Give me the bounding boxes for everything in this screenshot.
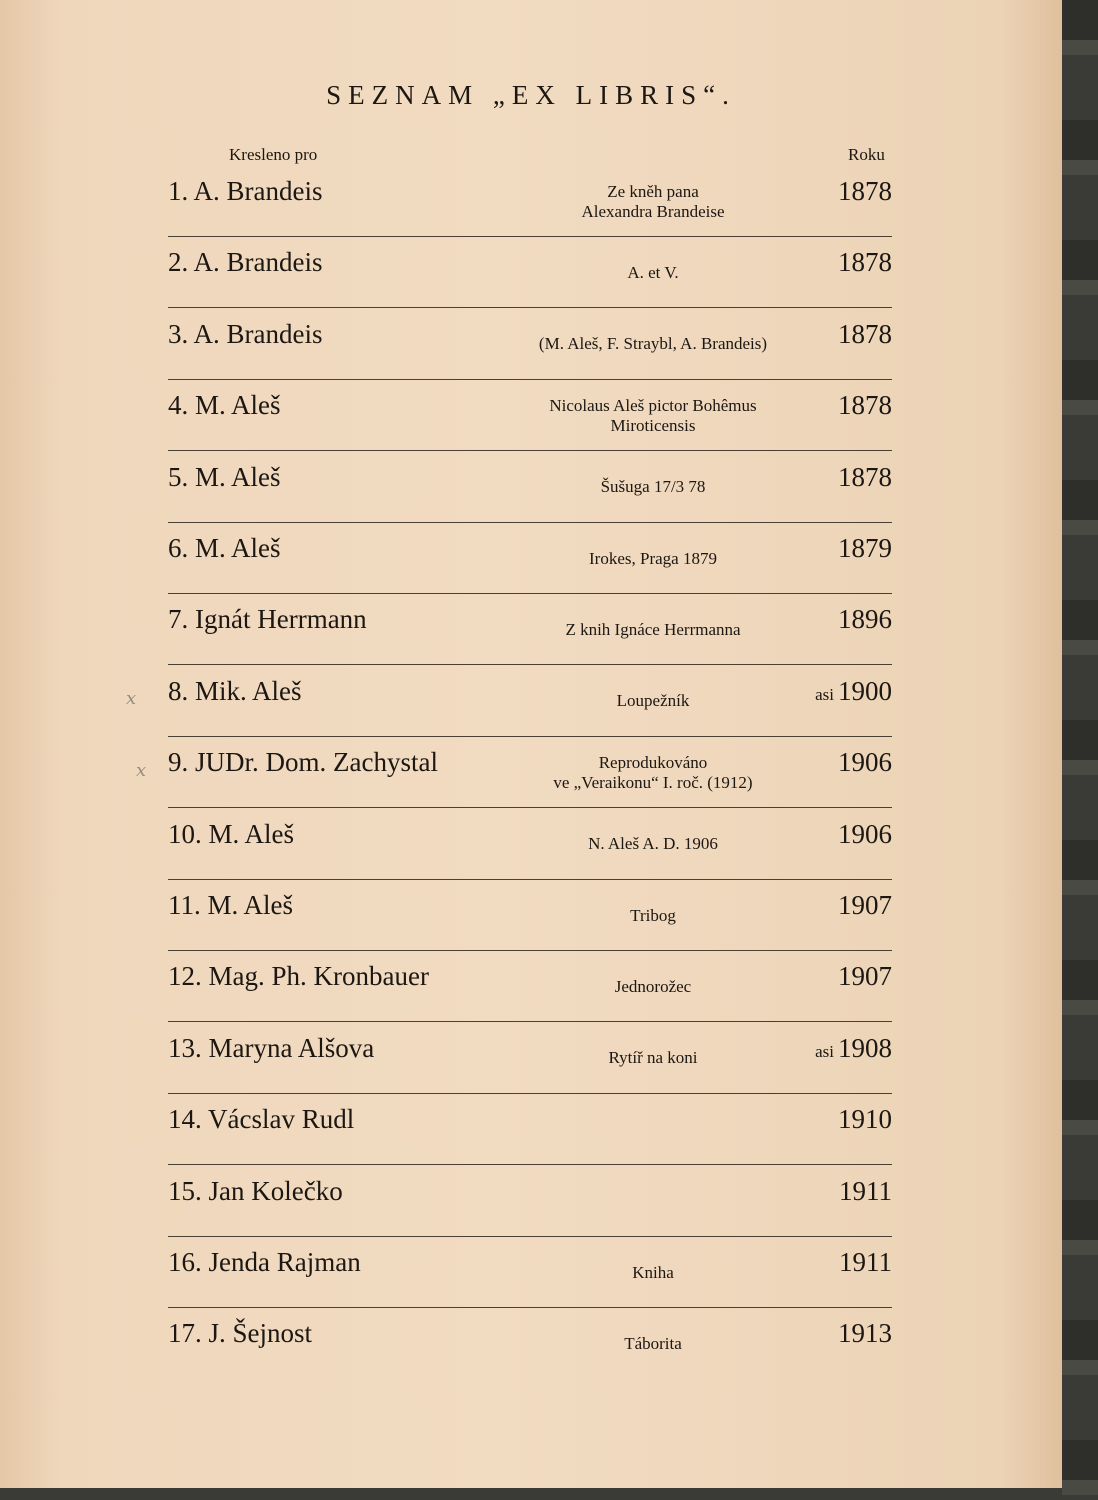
owner-name: 7. Ignát Herrmann	[168, 604, 367, 635]
year-approx-prefix: asi	[815, 1041, 834, 1061]
owner-name: 14. Vácslav Rudl	[168, 1104, 355, 1135]
year	[838, 604, 892, 635]
list-item	[168, 452, 892, 523]
list-item	[168, 594, 892, 665]
inscription-line: Rytíř na koni	[608, 1048, 698, 1068]
inscription-line: Kniha	[632, 1262, 674, 1282]
inscription-line: A. et V.	[627, 262, 679, 282]
year-value: 1878	[838, 318, 892, 349]
owner-name: 9. JUDr. Dom. Zachystal	[168, 747, 438, 778]
year-value: 1879	[838, 533, 892, 563]
inscription-line: Z knih Ignáce Herrmanna	[565, 619, 741, 639]
year	[839, 1247, 892, 1278]
owner-name: 5. M. Aleš	[168, 461, 281, 492]
owner-name: 8. Mik. Aleš	[168, 675, 302, 706]
year-value: 1900	[838, 675, 892, 706]
pencil-mark: x	[126, 688, 137, 709]
year-value: 1878	[838, 176, 892, 206]
bookplate-inscription	[478, 666, 828, 737]
bookplate-inscription	[478, 594, 828, 665]
owner-name: 11. M. Aleš	[168, 890, 294, 920]
bookplate-inscription	[478, 1023, 828, 1094]
inscription-line: N. Aleš A. D. 1906	[588, 834, 718, 854]
year-value: 1907	[838, 961, 892, 992]
list-item	[168, 309, 892, 380]
list-item	[168, 237, 892, 308]
page-edge	[0, 1488, 1062, 1500]
list-item	[168, 1094, 892, 1165]
year	[815, 676, 892, 707]
owner-name: 1. A. Brandeis	[168, 176, 323, 206]
year	[838, 462, 892, 493]
bookplate-inscription	[478, 237, 828, 308]
year-value: 1878	[838, 461, 892, 492]
owner-name: 17. J. Šejnost	[168, 1318, 313, 1349]
inscription-line: Alexandra Brandeise	[581, 201, 725, 221]
inscription-line: Jednorožec	[614, 976, 692, 996]
bookplate-inscription	[478, 309, 828, 380]
inscription-line: Šušuga 17/3 78	[600, 477, 706, 497]
list-item	[168, 1237, 892, 1308]
list-item	[168, 166, 892, 237]
year	[815, 1033, 892, 1064]
bookplate-inscription	[478, 809, 828, 880]
inscription-line: Ze kněh pana	[607, 181, 699, 201]
list-item	[168, 951, 892, 1022]
year	[838, 390, 892, 421]
inscription-line: Nicolaus Aleš pictor Bohêmus	[549, 395, 757, 415]
year	[838, 533, 892, 564]
inscription-line: (M. Aleš, F. Straybl, A. Brandeis)	[538, 334, 768, 354]
year-value: 1908	[838, 1032, 892, 1063]
inscription-line: Irokes, Praga 1879	[589, 548, 717, 568]
bookplate-inscription	[478, 880, 828, 951]
list-item	[168, 880, 892, 951]
year-value: 1906	[838, 747, 892, 778]
list-item	[168, 523, 892, 594]
bookplate-inscription	[478, 380, 828, 451]
owner-name: 16. Jenda Rajman	[168, 1247, 361, 1277]
owner-name: 15. Jan Kolečko	[168, 1175, 343, 1206]
list-item	[168, 1308, 892, 1379]
bookplate-inscription	[478, 737, 828, 808]
year	[838, 1318, 892, 1349]
year-approx-prefix: asi	[815, 684, 834, 704]
owner-name: 10. M. Aleš	[168, 818, 295, 849]
year	[838, 890, 892, 921]
bookplate-inscription	[478, 1094, 828, 1165]
year-value: 1910	[838, 1104, 892, 1135]
year	[839, 1176, 892, 1207]
year-value: 1878	[838, 390, 892, 421]
inscription-line: Tribog	[630, 905, 676, 925]
inscription-line: Miroticensis	[610, 415, 696, 435]
inscription-line: Loupežník	[616, 691, 690, 711]
bookplate-inscription	[478, 166, 828, 237]
inscription-line: ve „Veraikonu“ I. roč. (1912)	[553, 772, 753, 792]
year-value: 1896	[838, 604, 892, 635]
year	[838, 319, 892, 350]
year	[838, 819, 892, 850]
year-value: 1907	[838, 890, 892, 920]
list-item	[168, 809, 892, 880]
list-item	[168, 1023, 892, 1094]
bookplate-inscription	[478, 1166, 828, 1237]
year-value: 1911	[839, 1175, 892, 1206]
pencil-mark: x	[136, 760, 147, 781]
year	[838, 176, 892, 207]
bookplate-inscription	[478, 452, 828, 523]
page-title: SEZNAM „EX LIBRIS“.	[326, 80, 736, 110]
inscription-line: Táborita	[624, 1333, 682, 1353]
inscription-line: Reprodukováno	[598, 752, 708, 772]
list-item	[168, 380, 892, 451]
owner-name: 12. Mag. Ph. Kronbauer	[168, 961, 429, 992]
bookplate-inscription	[478, 951, 828, 1022]
year	[838, 747, 892, 778]
bookplate-inscription	[478, 1237, 828, 1308]
list-item	[168, 1166, 892, 1237]
list-item	[168, 737, 892, 808]
owner-name: 13. Maryna Alšova	[168, 1032, 375, 1063]
year	[838, 1104, 892, 1135]
year	[838, 961, 892, 992]
year-value: 1878	[838, 247, 892, 278]
column-header-drawn-for: Kresleno pro	[229, 145, 318, 164]
year-value: 1906	[838, 818, 892, 849]
book-spine	[1062, 0, 1098, 1500]
owner-name: 6. M. Aleš	[168, 533, 281, 563]
owner-name: 3. A. Brandeis	[168, 318, 323, 349]
column-header-year: Roku	[848, 145, 885, 164]
bookplate-inscription	[478, 1308, 828, 1379]
year	[838, 247, 892, 278]
year-value: 1911	[839, 1247, 892, 1277]
year-value: 1913	[838, 1318, 892, 1349]
owner-name: 2. A. Brandeis	[168, 247, 323, 278]
bookplate-inscription	[478, 523, 828, 594]
list-item	[168, 666, 892, 737]
owner-name: 4. M. Aleš	[168, 390, 281, 421]
